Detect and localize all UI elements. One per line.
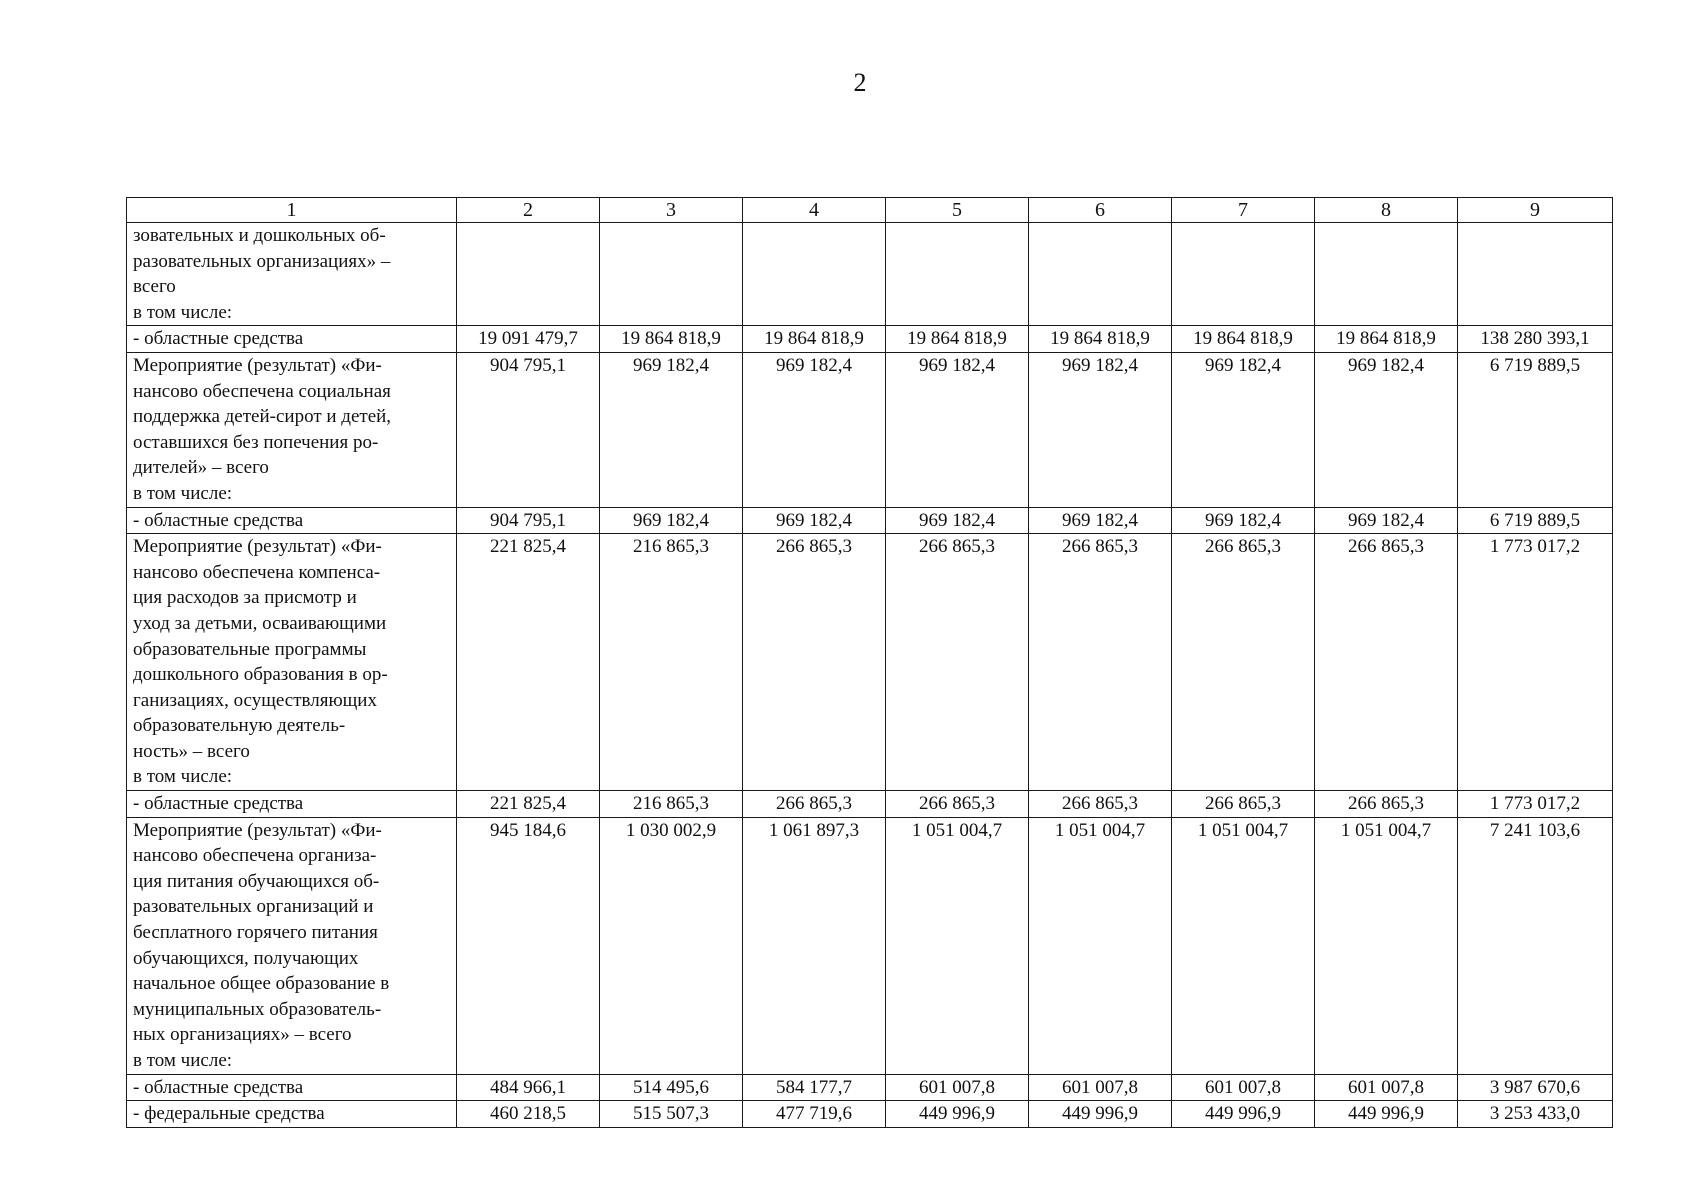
column-number-1: 1 (127, 198, 457, 223)
column-number-2: 2 (457, 198, 600, 223)
row-label-line: уход за детьми, осваивающими (133, 612, 387, 634)
column-number-4: 4 (743, 198, 886, 223)
column-number-9: 9 (1458, 198, 1613, 223)
value-cell-col-8: 266 865,3 (1315, 791, 1458, 818)
table-row (127, 326, 1613, 353)
value-cell-col-3: 216 865,3 (600, 534, 743, 791)
row-label (127, 817, 457, 1074)
budget-table-container (126, 197, 1612, 1128)
row-label-line: начальное общее образование в (133, 973, 390, 995)
row-label-line: образовательные программы (133, 638, 367, 660)
row-label-line: разовательных организаций и (133, 896, 374, 918)
value-cell-col-6 (1029, 223, 1172, 326)
row-label (127, 534, 457, 791)
value-cell-col-2 (457, 223, 600, 326)
column-number-7: 7 (1172, 198, 1315, 223)
value-cell-col-7: 266 865,3 (1172, 534, 1315, 791)
row-label (127, 326, 457, 353)
value-cell-col-3 (600, 223, 743, 326)
budget-table (126, 197, 1613, 1128)
table-row (127, 507, 1613, 534)
value-cell-col-5: 266 865,3 (886, 534, 1029, 791)
column-number-8: 8 (1315, 198, 1458, 223)
value-cell-col-7 (1172, 223, 1315, 326)
row-label (127, 791, 457, 818)
row-label-line: поддержка детей-сирот и детей, (133, 406, 392, 428)
value-cell-col-8: 1 051 004,7 (1315, 817, 1458, 1074)
value-cell-col-6: 19 864 818,9 (1029, 326, 1172, 353)
value-cell-col-8 (1315, 223, 1458, 326)
row-label (127, 1074, 457, 1101)
table-row (127, 1101, 1613, 1128)
row-label-line: ганизациях, осуществляющих (133, 689, 377, 711)
value-cell-col-5: 266 865,3 (886, 791, 1029, 818)
value-cell-col-9 (1458, 223, 1613, 326)
value-cell-col-2: 19 091 479,7 (457, 326, 600, 353)
table-row (127, 352, 1613, 507)
value-cell-col-5: 449 996,9 (886, 1101, 1029, 1128)
table-body (127, 223, 1613, 1128)
value-cell-col-3: 216 865,3 (600, 791, 743, 818)
row-label-line: - областные средства (133, 509, 304, 531)
row-label-line: Мероприятие (результат) «Фи- (133, 354, 382, 376)
page-number: 2 (853, 68, 867, 97)
column-number-3: 3 (600, 198, 743, 223)
value-cell-col-2: 221 825,4 (457, 534, 600, 791)
row-label-line: нансово обеспечена компенса- (133, 561, 381, 583)
value-cell-col-7: 969 182,4 (1172, 352, 1315, 507)
value-cell-col-4: 266 865,3 (743, 534, 886, 791)
value-cell-col-2: 484 966,1 (457, 1074, 600, 1101)
value-cell-col-2: 945 184,6 (457, 817, 600, 1074)
row-label-line: - областные средства (133, 328, 304, 350)
row-label-line: обучающихся, получающих (133, 947, 359, 969)
row-label (127, 352, 457, 507)
value-cell-col-6: 266 865,3 (1029, 534, 1172, 791)
value-cell-col-4: 969 182,4 (743, 507, 886, 534)
value-cell-col-2: 904 795,1 (457, 507, 600, 534)
value-cell-col-5 (886, 223, 1029, 326)
value-cell-col-8: 601 007,8 (1315, 1074, 1458, 1101)
row-label-line: в том числе: (133, 301, 233, 323)
value-cell-col-2: 904 795,1 (457, 352, 600, 507)
value-cell-col-9: 1 773 017,2 (1458, 534, 1613, 791)
value-cell-col-5: 1 051 004,7 (886, 817, 1029, 1074)
row-label-line: всего (133, 276, 176, 298)
row-label-line: оставшихся без попечения ро- (133, 431, 379, 453)
value-cell-col-2: 460 218,5 (457, 1101, 600, 1128)
value-cell-col-9: 6 719 889,5 (1458, 507, 1613, 534)
row-label-line: разовательных организациях» – (133, 250, 391, 272)
value-cell-col-9: 138 280 393,1 (1458, 326, 1613, 353)
value-cell-col-7: 969 182,4 (1172, 507, 1315, 534)
value-cell-col-7: 449 996,9 (1172, 1101, 1315, 1128)
value-cell-col-3: 19 864 818,9 (600, 326, 743, 353)
row-label (127, 223, 457, 326)
value-cell-col-4: 969 182,4 (743, 352, 886, 507)
row-label-line: дителей» – всего (133, 457, 269, 479)
value-cell-col-4: 266 865,3 (743, 791, 886, 818)
value-cell-col-6: 449 996,9 (1029, 1101, 1172, 1128)
value-cell-col-3: 515 507,3 (600, 1101, 743, 1128)
table-row (127, 223, 1613, 326)
value-cell-col-6: 601 007,8 (1029, 1074, 1172, 1101)
value-cell-col-9: 3 987 670,6 (1458, 1074, 1613, 1101)
value-cell-col-4: 1 061 897,3 (743, 817, 886, 1074)
value-cell-col-8: 969 182,4 (1315, 352, 1458, 507)
value-cell-col-5: 601 007,8 (886, 1074, 1029, 1101)
row-label-line: Мероприятие (результат) «Фи- (133, 819, 382, 841)
value-cell-col-3: 969 182,4 (600, 352, 743, 507)
table-row (127, 791, 1613, 818)
row-label-line: в том числе: (133, 766, 233, 788)
row-label-line: - федеральные средства (133, 1103, 325, 1125)
value-cell-col-3: 1 030 002,9 (600, 817, 743, 1074)
value-cell-col-6: 1 051 004,7 (1029, 817, 1172, 1074)
value-cell-col-6: 969 182,4 (1029, 352, 1172, 507)
value-cell-col-4 (743, 223, 886, 326)
value-cell-col-8: 266 865,3 (1315, 534, 1458, 791)
value-cell-col-3: 969 182,4 (600, 507, 743, 534)
column-number-5: 5 (886, 198, 1029, 223)
value-cell-col-8: 449 996,9 (1315, 1101, 1458, 1128)
value-cell-col-4: 477 719,6 (743, 1101, 886, 1128)
row-label-line: Мероприятие (результат) «Фи- (133, 536, 382, 558)
value-cell-col-9: 1 773 017,2 (1458, 791, 1613, 818)
value-cell-col-6: 969 182,4 (1029, 507, 1172, 534)
value-cell-col-8: 19 864 818,9 (1315, 326, 1458, 353)
row-label-line: ных организациях» – всего (133, 1024, 352, 1046)
row-label-line: муниципальных образователь- (133, 998, 382, 1020)
value-cell-col-9: 3 253 433,0 (1458, 1101, 1613, 1128)
column-number-row (127, 198, 1613, 223)
value-cell-col-7: 601 007,8 (1172, 1074, 1315, 1101)
row-label-line: ция питания обучающихся об- (133, 870, 380, 892)
value-cell-col-7: 1 051 004,7 (1172, 817, 1315, 1074)
row-label-line: - областные средства (133, 1076, 304, 1098)
value-cell-col-4: 19 864 818,9 (743, 326, 886, 353)
value-cell-col-6: 266 865,3 (1029, 791, 1172, 818)
row-label (127, 507, 457, 534)
value-cell-col-3: 514 495,6 (600, 1074, 743, 1101)
value-cell-col-4: 584 177,7 (743, 1074, 886, 1101)
row-label-line: - областные средства (133, 793, 304, 815)
row-label-line: дошкольного образования в ор- (133, 664, 388, 686)
table-row (127, 534, 1613, 791)
value-cell-col-7: 266 865,3 (1172, 791, 1315, 818)
row-label-line: образовательную деятель- (133, 715, 346, 737)
row-label-line: нансово обеспечена организа- (133, 845, 377, 867)
row-label-line: нансово обеспечена социальная (133, 380, 391, 402)
table-row (127, 1074, 1613, 1101)
value-cell-col-9: 7 241 103,6 (1458, 817, 1613, 1074)
row-label-line: ция расходов за присмотр и (133, 587, 357, 609)
row-label (127, 1101, 457, 1128)
value-cell-col-5: 969 182,4 (886, 507, 1029, 534)
value-cell-col-8: 969 182,4 (1315, 507, 1458, 534)
value-cell-col-9: 6 719 889,5 (1458, 352, 1613, 507)
value-cell-col-5: 19 864 818,9 (886, 326, 1029, 353)
row-label-line: зовательных и дошкольных об- (133, 225, 386, 246)
row-label-line: бесплатного горячего питания (133, 922, 378, 944)
row-label-line: в том числе: (133, 1050, 233, 1071)
row-label-line: в том числе: (133, 482, 233, 504)
value-cell-col-5: 969 182,4 (886, 352, 1029, 507)
table-row (127, 817, 1613, 1074)
column-number-6: 6 (1029, 198, 1172, 223)
value-cell-col-2: 221 825,4 (457, 791, 600, 818)
value-cell-col-7: 19 864 818,9 (1172, 326, 1315, 353)
row-label-line: ность» – всего (133, 740, 250, 762)
